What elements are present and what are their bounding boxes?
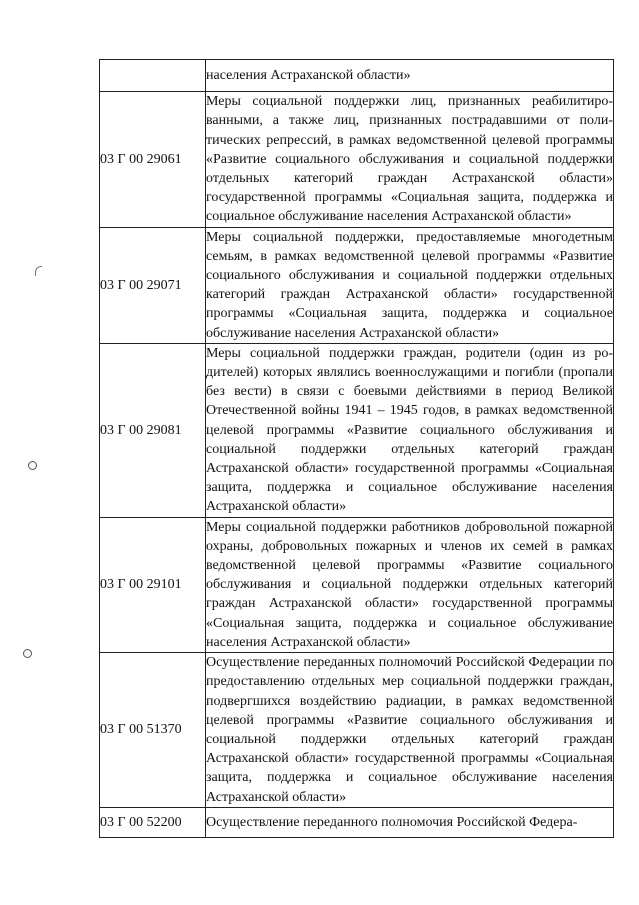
target-code: 03 Г 00 29061 xyxy=(100,92,206,227)
budget-classification-table xyxy=(99,59,614,838)
table-row xyxy=(100,517,614,652)
punch-hole xyxy=(28,461,37,470)
table-row xyxy=(100,60,614,92)
expense-description: Меры социальной поддержки лиц, признанных реабилитированными, а также лиц, признанных пострадавшими от политических репрессий, в рамках ведомственной целевой программы «Развитие социального обслуживания и социальной поддержки отдельных категорий граждан Астраханской области» государственной программы «Социальная защита, поддержка и социальное обслуживание населения Астраханской области» xyxy=(206,92,614,227)
target-code: 03 Г 00 51370 xyxy=(100,653,206,808)
expense-description: Меры социальной поддержки, предоставляемые многодетным семьям, в рамках ведомственной целевой программы «Развитие социального обслуживания и социальной поддержки отдельных категорий граждан Астраханской области» государственной программы «Социальная защита, поддержка и социальное обслуживание населения Астраханской области» xyxy=(206,227,614,343)
table-row xyxy=(100,92,614,227)
table-row xyxy=(100,343,614,517)
expense-description: Меры социальной поддержки работников добровольной пожарной охраны, добровольных пожарных и членов их семей в рамках ведомственной целевой программы «Развитие социального обслуживания и социальной поддержки отдельных категорий граждан Астраханской области» государственной программы «Социальная защита, поддержка и социальное обслуживание населения Астраханской области» xyxy=(206,517,614,652)
target-code xyxy=(100,60,206,92)
target-code: 03 Г 00 29071 xyxy=(100,227,206,343)
target-code: 03 Г 00 29101 xyxy=(100,517,206,652)
target-code: 03 Г 00 29081 xyxy=(100,343,206,517)
expense-description: населения Астраханской области» xyxy=(206,60,614,92)
expense-description: Осуществление переданного полномочия Российской Федера- xyxy=(206,807,614,837)
punch-hole xyxy=(23,649,32,658)
expense-description: Меры социальной поддержки граждан, родители (один из родителей) которых являлись военнослужащими и погибли (пропали без вести) в связи с боевыми действиями в период Великой Отечественной войны 1941 – 1945 годов, в рамках ведомственной целевой программы «Развитие социального обслуживания и социальной поддержки отдельных категорий граждан Астраханской области» государственной программы «Социальная защита, поддержка и социальное обслуживание населения Астраханской области» xyxy=(206,343,614,517)
table-row xyxy=(100,807,614,837)
table-row xyxy=(100,653,614,808)
margin-pen-mark xyxy=(35,266,42,276)
table-row xyxy=(100,227,614,343)
expense-description: Осуществление переданных полномочий Российской Федерации по предоставлению отдельных мер социальной поддержки граждан, подвергшихся воздействию радиации, в рамках ведомственной целевой программы «Развитие социального обслуживания и социальной поддержки отдельных категорий граждан Астраханской области» государственной программы «Социальная защита, поддержка и социальное обслуживание населения Астраханской области» xyxy=(206,653,614,808)
target-code: 03 Г 00 52200 xyxy=(100,807,206,837)
